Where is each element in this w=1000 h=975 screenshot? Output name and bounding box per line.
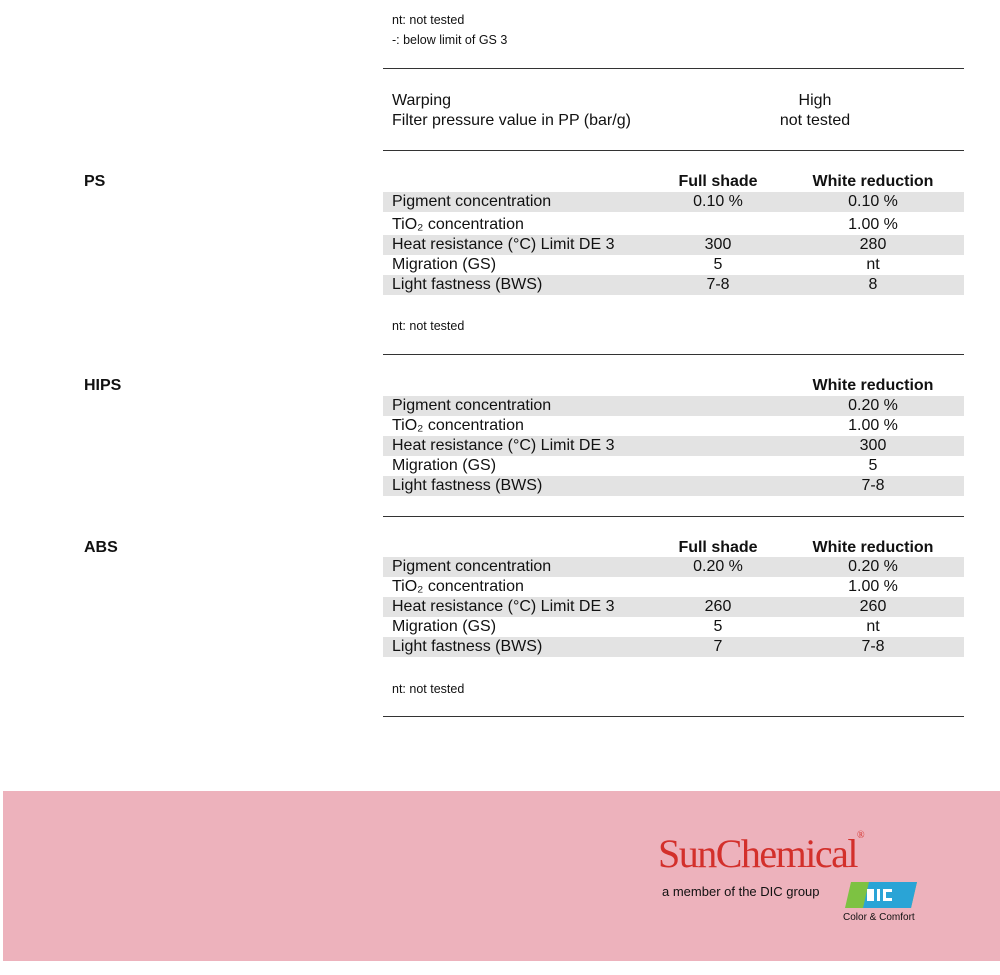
white-reduction-value: nt xyxy=(866,618,880,635)
member-text: a member of the DIC group xyxy=(662,884,820,899)
row-label: Pigment concentration xyxy=(392,193,552,210)
filter-pressure-value: not tested xyxy=(779,112,851,129)
divider xyxy=(383,150,964,151)
row-label: Heat resistance (°C) Limit DE 3 xyxy=(392,236,615,253)
section-label-ps: PS xyxy=(84,173,106,190)
note-not-tested: nt: not tested xyxy=(392,682,465,696)
table-row xyxy=(383,456,964,476)
row-label: Pigment concentration xyxy=(392,558,552,575)
white-reduction-value: 260 xyxy=(859,598,887,615)
warping-value: High xyxy=(798,92,832,109)
table-row xyxy=(383,617,964,637)
col-head-white-reduction: White reduction xyxy=(812,539,934,556)
row-label: Light fastness (BWS) xyxy=(392,477,543,494)
note-not-tested: nt: not tested xyxy=(392,319,465,333)
table-row xyxy=(383,255,964,275)
white-reduction-value: 5 xyxy=(868,457,878,474)
table-row xyxy=(383,396,964,416)
filter-pressure-label: Filter pressure value in PP (bar/g) xyxy=(392,112,631,129)
full-shade-value: 5 xyxy=(713,256,723,273)
full-shade-value: 0.20 % xyxy=(693,558,743,575)
tagline: Color & Comfort xyxy=(843,912,915,923)
full-shade-value: 5 xyxy=(713,618,723,635)
warping-label: Warping xyxy=(392,92,451,109)
row-label: Heat resistance (°C) Limit DE 3 xyxy=(392,598,615,615)
white-reduction-value: 0.20 % xyxy=(848,397,898,414)
divider xyxy=(383,716,964,717)
divider xyxy=(383,68,964,69)
section-label-hips: HIPS xyxy=(84,377,122,394)
full-shade-value: 300 xyxy=(704,236,732,253)
row-label: TiO₂ concentration xyxy=(392,417,524,434)
row-label: TiO₂ concentration xyxy=(392,216,524,233)
row-label: Light fastness (BWS) xyxy=(392,638,543,655)
white-reduction-value: 7-8 xyxy=(861,638,885,655)
section-label-abs: ABS xyxy=(84,539,118,556)
table-row xyxy=(383,476,964,496)
dic-logo-icon xyxy=(845,882,917,908)
table-row xyxy=(383,235,964,255)
table-row xyxy=(383,275,964,295)
full-shade-value: 0.10 % xyxy=(693,193,743,210)
table-row xyxy=(383,416,964,436)
row-label: Migration (GS) xyxy=(392,618,497,635)
table-row xyxy=(383,577,964,597)
full-shade-value: 7 xyxy=(713,638,723,655)
row-label: Migration (GS) xyxy=(392,457,497,474)
full-shade-value: 260 xyxy=(704,598,732,615)
white-reduction-value: 8 xyxy=(868,276,878,293)
col-head-full-shade: Full shade xyxy=(678,539,758,556)
white-reduction-value: 0.10 % xyxy=(848,193,898,210)
white-reduction-value: 1.00 % xyxy=(848,417,898,434)
white-reduction-value: 280 xyxy=(859,236,887,253)
white-reduction-value: 300 xyxy=(859,437,887,454)
white-reduction-value: 0.20 % xyxy=(848,558,898,575)
table-row xyxy=(383,637,964,657)
divider xyxy=(383,354,964,355)
full-shade-value: 7-8 xyxy=(706,276,730,293)
white-reduction-value: nt xyxy=(866,256,880,273)
row-label: TiO₂ concentration xyxy=(392,578,524,595)
row-label: Migration (GS) xyxy=(392,256,497,273)
row-label: Heat resistance (°C) Limit DE 3 xyxy=(392,437,615,454)
white-reduction-value: 7-8 xyxy=(861,477,885,494)
table-row xyxy=(383,436,964,456)
note-below-limit: -: below limit of GS 3 xyxy=(392,33,508,47)
white-reduction-value: 1.00 % xyxy=(848,216,898,233)
registered-mark: ® xyxy=(857,830,865,841)
row-label: Light fastness (BWS) xyxy=(392,276,543,293)
brand-name: SunChemical xyxy=(658,831,858,876)
col-head-white-reduction: White reduction xyxy=(812,377,934,394)
col-head-full-shade: Full shade xyxy=(678,173,758,190)
table-row xyxy=(383,597,964,617)
white-reduction-value: 1.00 % xyxy=(848,578,898,595)
row-label: Pigment concentration xyxy=(392,397,552,414)
col-head-white-reduction: White reduction xyxy=(812,173,934,190)
table-row xyxy=(383,192,964,212)
table-row xyxy=(383,557,964,577)
sunchemical-logo xyxy=(658,830,865,877)
table-row xyxy=(383,215,964,235)
note-not-tested: nt: not tested xyxy=(392,13,465,27)
divider xyxy=(383,516,964,517)
